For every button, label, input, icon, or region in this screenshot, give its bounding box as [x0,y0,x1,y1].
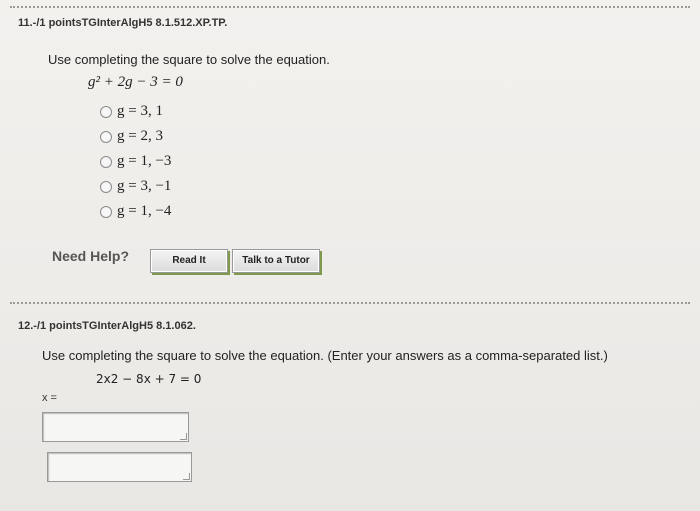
radio-button[interactable] [100,156,112,168]
radio-button[interactable] [100,206,112,218]
choice-option-1[interactable] [100,103,163,120]
choice-option-5[interactable] [100,203,171,220]
question-divider [10,302,690,304]
top-dotted-divider [10,6,690,8]
question-12-header: 12.-/1 pointsTGInterAlgH5 8.1.062. [18,320,196,332]
radio-button[interactable] [100,181,112,193]
resize-grip-icon[interactable] [183,473,190,480]
talk-to-tutor-button[interactable]: Talk to a Tutor [232,249,320,273]
x-answer-label: x = [42,392,57,404]
radio-button[interactable] [100,131,112,143]
question-11-header: 11.-/1 pointsTGInterAlgH5 8.1.512.XP.TP. [18,17,228,29]
need-help-label: Need Help? [52,248,130,264]
read-it-button[interactable]: Read It [150,249,228,273]
answer-input[interactable] [42,412,189,442]
resize-grip-icon[interactable] [180,433,187,440]
second-input[interactable] [47,452,192,482]
question-11-prompt: Use completing the square to solve the equation. [48,52,330,67]
choice-option-4[interactable] [100,178,171,195]
choice-option-3[interactable] [100,153,171,170]
question-12-prompt: Use completing the square to solve the equation. (Enter your answers as a comma-separated list.) [42,348,608,363]
choice-label: g = 2, 3 [117,128,163,144]
question-11-equation: g² + 2g − 3 = 0 [88,74,183,90]
radio-button[interactable] [100,106,112,118]
choice-label: g = 1, −4 [117,203,172,219]
choice-label: g = 1, −3 [117,153,172,169]
choice-label: g = 3, 1 [117,103,163,119]
choice-option-2[interactable] [100,128,163,145]
question-12-equation: 2x2 − 8x + 7 = 0 [96,372,202,386]
choice-label: g = 3, −1 [117,178,172,194]
